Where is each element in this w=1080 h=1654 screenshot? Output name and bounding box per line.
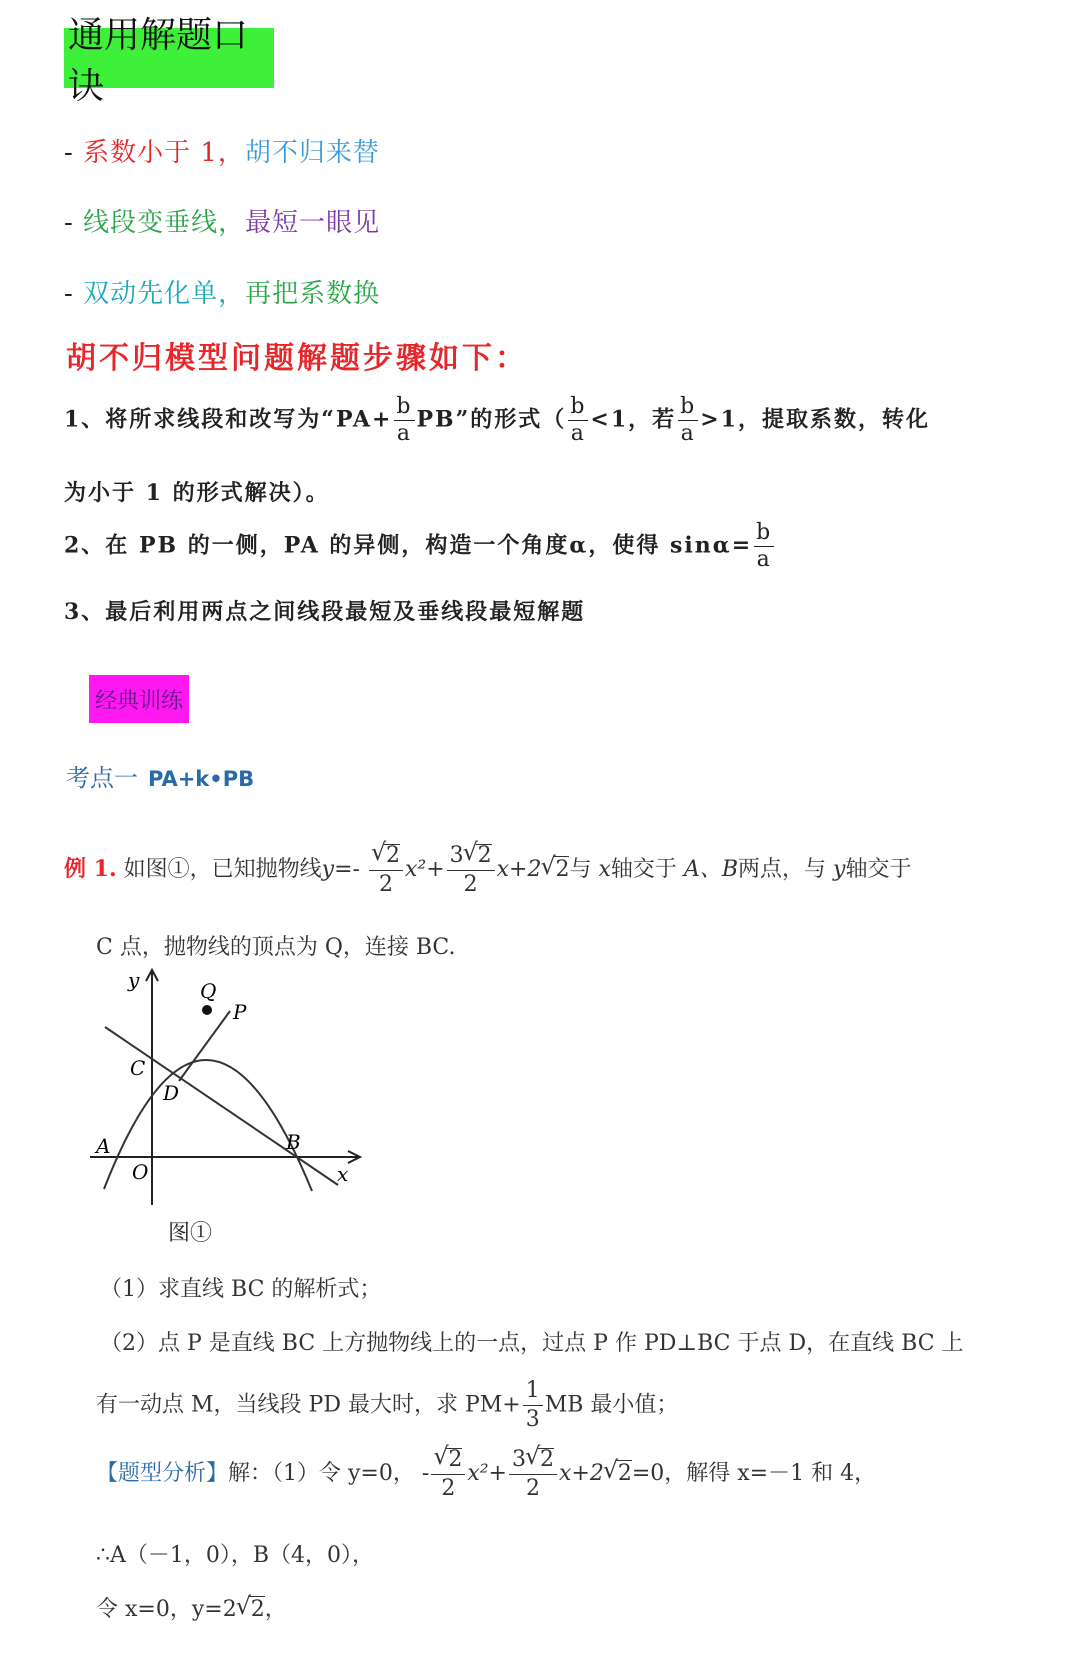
fraction-sqrt2-over-2: √ $\frac{2}{2}$ bbox=[369, 844, 403, 896]
rhyme-3-part-b: 再把系数换 bbox=[245, 279, 381, 309]
step-1-line-1: 1、将所求线段和改写为“PA+ $\frac{b}{a}$ PB”的形式（ $\frac{b}{a}$ <1，若 $\frac{b}{a}$ >1，提取系数，转化 bbox=[64, 394, 930, 446]
example-line-1: 例 1. 如图①，已知抛物线y=- √ $\frac{2}{2}$ x²+ $\frac{3√ 2}{2}$ x+2√ 2与 x轴交于 A、B两点，与 y轴交于 bbox=[64, 844, 911, 896]
fraction-b-over-a: $\frac{b}{a}$ bbox=[396, 394, 413, 446]
bullet-mark: - bbox=[64, 279, 74, 309]
fraction-sqrt2-over-2: √ $\frac{2}{2}$ bbox=[431, 1448, 465, 1500]
step-1-line-2: 为小于 1 的形式解决）。 bbox=[64, 480, 330, 506]
last-line: 令 x=0，y=2√ 2， bbox=[96, 1592, 287, 1623]
fraction-1-over-3: $\frac{1}{3}$ bbox=[523, 1380, 543, 1431]
label-d: D bbox=[163, 1081, 180, 1105]
vertex-q-point bbox=[202, 1005, 212, 1015]
label-x: x bbox=[337, 1162, 349, 1186]
label-p: P bbox=[233, 1000, 247, 1024]
fraction-b-over-a: $\frac{b}{a}$ bbox=[680, 394, 697, 446]
rhyme-2 bbox=[64, 202, 380, 239]
fraction-b-over-a: $\frac{b}{a}$ bbox=[570, 394, 587, 446]
rhyme-1-part-b: 胡不归来替 bbox=[244, 138, 380, 168]
analysis-line: 【题型分析】解：（1）令 y=0， - √ $\frac{2}{2}$ x²+ $\frac{3√ 2}{2}$ x+2√ 2=0，解得 x=－1 和 4， bbox=[96, 1448, 876, 1500]
fraction-3sqrt2-over-2: $\frac{3√ 2}{2}$ bbox=[509, 1448, 557, 1500]
parabola-figure bbox=[80, 965, 380, 1235]
label-o: O bbox=[132, 1160, 149, 1184]
rhyme-2-part-b: 最短一眼见 bbox=[245, 208, 381, 238]
rhyme-2-part-a: 线段变垂线， bbox=[83, 208, 246, 238]
rhyme-3 bbox=[64, 273, 380, 310]
segment-pd bbox=[179, 1011, 230, 1081]
page-title: 通用解题口诀 bbox=[64, 28, 274, 88]
steps-heading: 胡不归模型问题解题步骤如下： bbox=[66, 341, 528, 376]
example-line-2: C 点，抛物线的顶点为 Q，连接 BC. bbox=[96, 935, 456, 960]
kaodian-heading: 考点一 PA+k•PB bbox=[66, 764, 255, 792]
label-q: Q bbox=[200, 979, 217, 1003]
label-a: A bbox=[96, 1134, 111, 1158]
rhyme-3-part-a: 双动先化单， bbox=[83, 279, 246, 309]
fraction-b-over-a: $\frac{b}{a}$ bbox=[756, 520, 773, 572]
label-c: C bbox=[130, 1056, 146, 1080]
step-3: 3、最后利用两点之间线段最短及垂线段最短解题 bbox=[64, 599, 586, 625]
question-2-line-1: （2）点 P 是直线 BC 上方抛物线上的一点，过点 P 作 PD⊥BC 于点 D，在直线 BC 上 bbox=[100, 1331, 964, 1356]
question-2-line-2: 有一动点 M，当线段 PD 最大时，求 PM+ $\frac{1}{3}$ MB 最小值； bbox=[96, 1378, 679, 1432]
label-y: y bbox=[128, 968, 140, 992]
fraction-3sqrt2-over-2: $\frac{3√ 2}{2}$ bbox=[447, 844, 495, 896]
step-2: 2、在 PB 的一侧，PA 的异侧，构造一个角度α，使得 sinα= $\frac{b}{a}$ bbox=[64, 520, 773, 572]
rhyme-1-part-a: 系数小于 1， bbox=[83, 138, 245, 168]
label-b: B bbox=[286, 1130, 301, 1154]
bullet-mark: - bbox=[64, 208, 74, 238]
training-label: 经典训练 bbox=[89, 675, 189, 723]
question-1: （1）求直线 BC 的解析式； bbox=[100, 1277, 382, 1302]
result-line: ∴A（－1，0），B（4，0）， bbox=[96, 1543, 375, 1568]
bullet-mark: - bbox=[64, 138, 74, 168]
figure-caption: 图① bbox=[168, 1221, 213, 1246]
rhyme-1 bbox=[64, 132, 380, 169]
